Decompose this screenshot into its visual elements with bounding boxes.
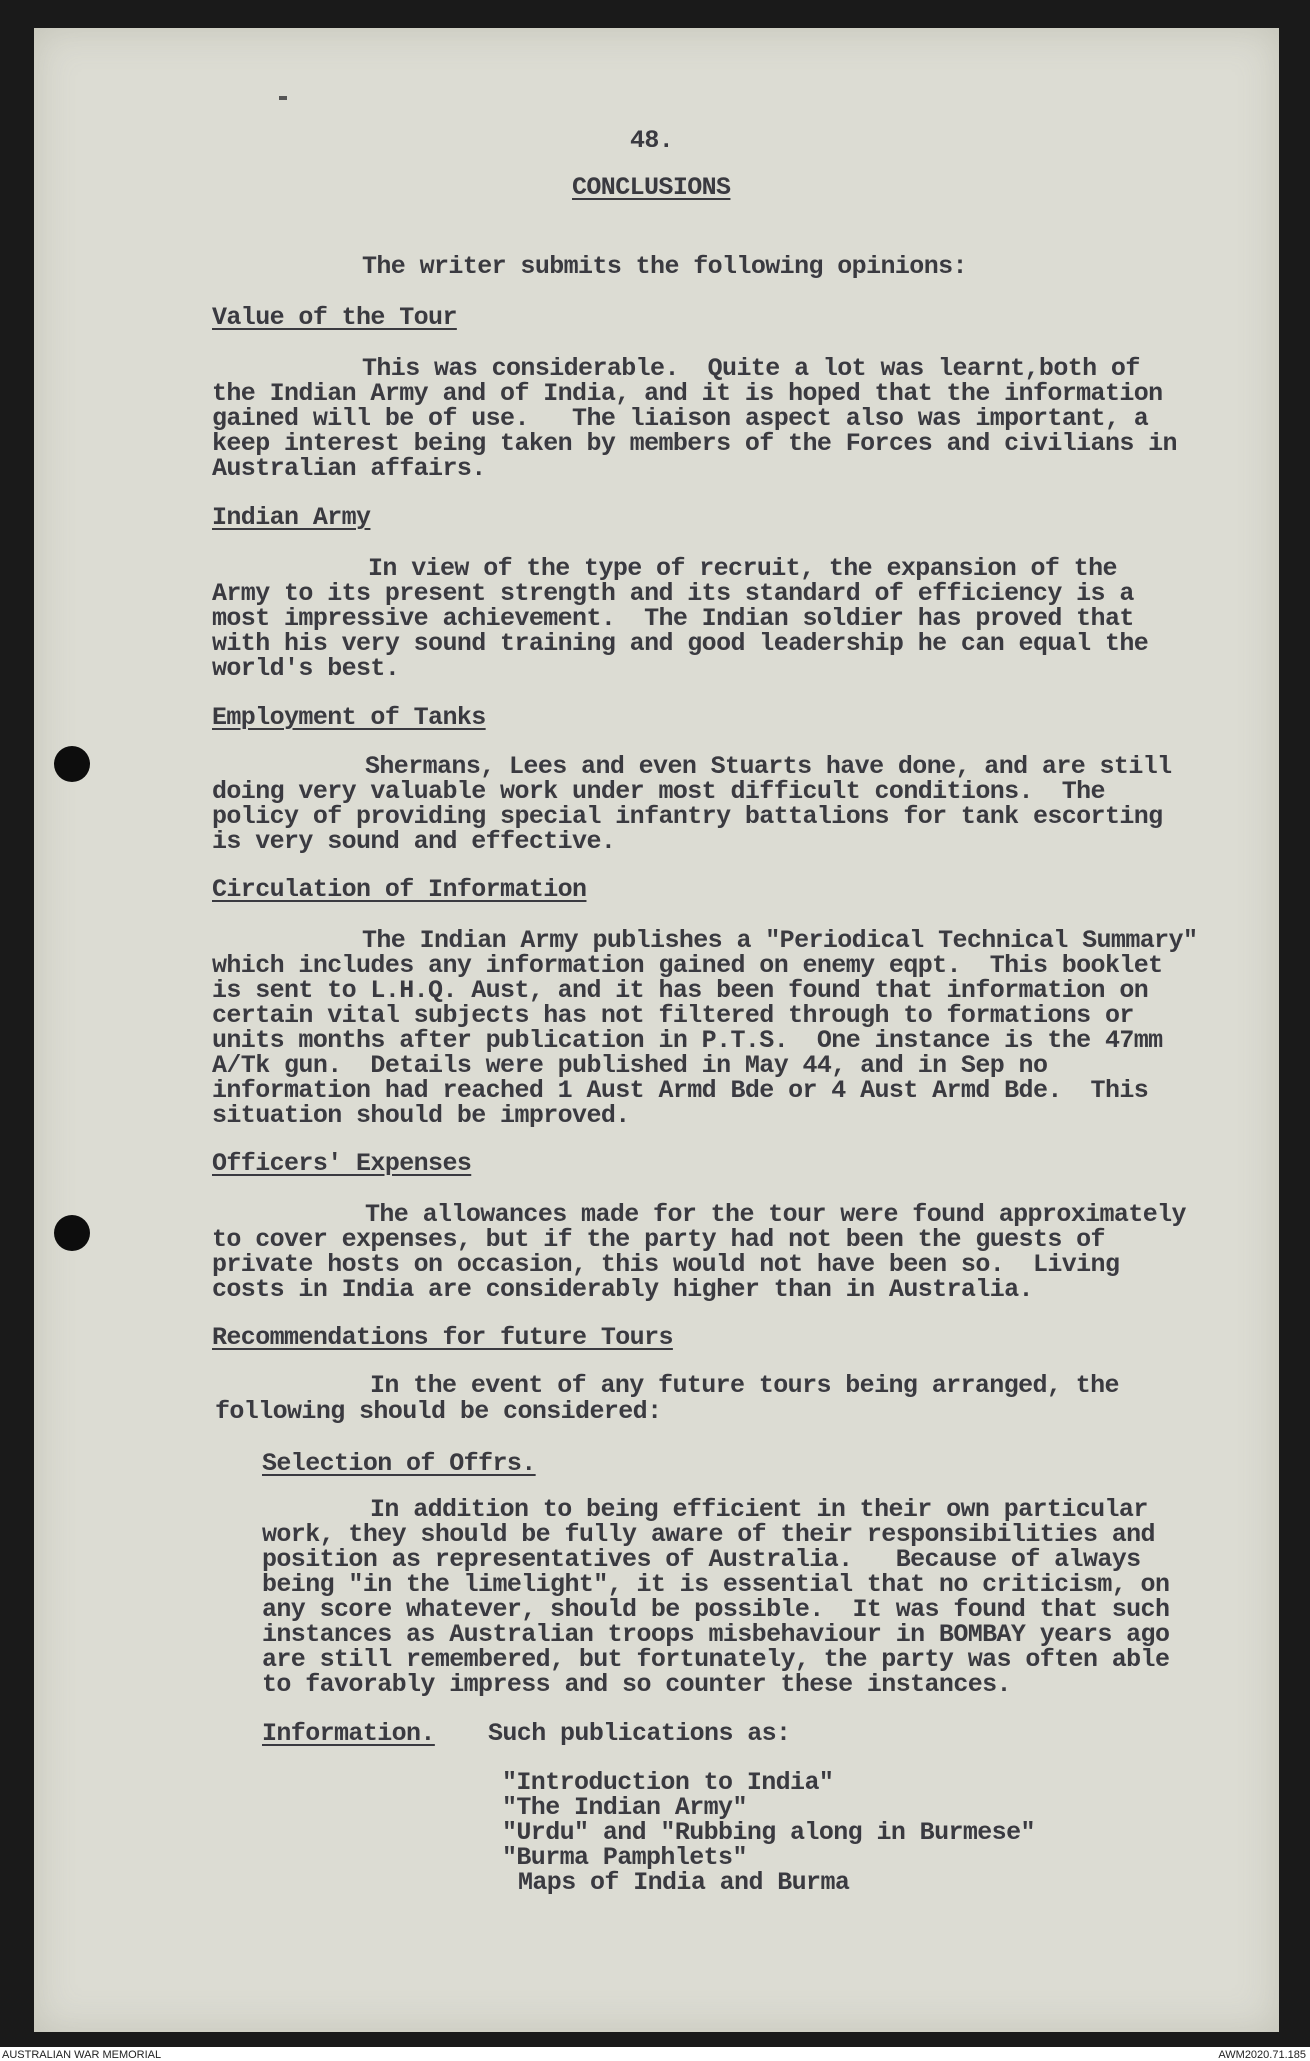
scan-mark bbox=[279, 96, 287, 100]
subsection-heading-selection-of-offrs: Selection of Offrs. bbox=[262, 1449, 536, 1478]
page-title: CONCLUSIONS bbox=[572, 173, 731, 202]
paragraph-line: policy of providing special infantry battalions for tank escorting bbox=[212, 802, 1163, 831]
paragraph-line: which includes any information gained on enemy eqpt. This booklet bbox=[212, 951, 1163, 980]
paragraph-line: certain vital subjects has not filtered through to formations or bbox=[212, 1001, 1134, 1030]
paragraph-line: A/Tk gun. Details were published in May 44, and in Sep no bbox=[212, 1051, 1048, 1080]
paragraph-line: is very sound and effective. bbox=[212, 827, 616, 856]
paragraph-line: most impressive achievement. The Indian soldier has proved that bbox=[212, 604, 1134, 633]
paragraph-line: The allowances made for the tour were found approximately bbox=[365, 1200, 1186, 1229]
paragraph-line: private hosts on occasion, this would not have been so. Living bbox=[212, 1250, 1120, 1279]
paragraph-line: to favorably impress and so counter these instances. bbox=[262, 1670, 1011, 1699]
paragraph-line: instances as Australian troops misbehaviour in BOMBAY years ago bbox=[262, 1620, 1170, 1649]
paragraph-line: being "in the limelight", it is essential that no criticism, on bbox=[262, 1570, 1170, 1599]
paragraph-line: to cover expenses, but if the party had not been the guests of bbox=[212, 1225, 1105, 1254]
footer-accession-number: AWM2020.71.185 bbox=[1218, 2049, 1306, 2061]
paragraph-line: In addition to being efficient in their own particular bbox=[370, 1495, 1148, 1524]
information-lead: Such publications as: bbox=[488, 1719, 791, 1748]
punch-hole-top bbox=[54, 746, 90, 782]
paragraph-line: units months after publication in P.T.S. One instance is the 47mm bbox=[212, 1026, 1163, 1055]
paragraph-line: information had reached 1 Aust Armd Bde or 4 Aust Armd Bde. This bbox=[212, 1076, 1149, 1105]
paragraph-line: This was considerable. Quite a lot was learnt,both of bbox=[362, 354, 1140, 383]
paragraph-line: following should be considered: bbox=[215, 1397, 662, 1426]
paragraph-line: doing very valuable work under most difficult conditions. The bbox=[212, 777, 1105, 806]
paragraph-line: with his very sound training and good leadership he can equal the bbox=[212, 629, 1149, 658]
section-heading-employment-of-tanks: Employment of Tanks bbox=[212, 703, 486, 732]
paragraph-line: gained will be of use. The liaison aspect also was important, a bbox=[212, 404, 1149, 433]
paragraph-line: In view of the type of recruit, the expansion of the bbox=[368, 554, 1117, 583]
section-heading-circulation-of-information: Circulation of Information bbox=[212, 875, 587, 904]
paragraph-line: In the event of any future tours being arranged, the bbox=[370, 1371, 1119, 1400]
paragraph-line: are still remembered, but fortunately, the party was often able bbox=[262, 1645, 1170, 1674]
paragraph-line: the Indian Army and of India, and it is hoped that the information bbox=[212, 379, 1163, 408]
paragraph-line: Shermans, Lees and even Stuarts have done, and are still bbox=[365, 752, 1172, 781]
paragraph-line: is sent to L.H.Q. Aust, and it has been found that information on bbox=[212, 976, 1149, 1005]
paragraph-line: Army to its present strength and its standard of efficiency is a bbox=[212, 579, 1134, 608]
section-heading-value-of-tour: Value of the Tour bbox=[212, 303, 457, 332]
paragraph-line: work, they should be fully aware of their responsibilities and bbox=[262, 1520, 1155, 1549]
publication-list-item: "The Indian Army" bbox=[502, 1793, 747, 1822]
publication-list-item: "Burma Pamphlets" bbox=[502, 1843, 747, 1872]
paragraph-line: The Indian Army publishes a "Periodical Technical Summary" bbox=[362, 926, 1198, 955]
paragraph-line: Australian affairs. bbox=[212, 454, 486, 483]
paragraph-line: situation should be improved. bbox=[212, 1101, 630, 1130]
paragraph-line: position as representatives of Australia. Because of always bbox=[262, 1545, 1141, 1574]
paragraph-line: world's best. bbox=[212, 654, 400, 683]
publication-list-item: "Urdu" and "Rubbing along in Burmese" bbox=[502, 1818, 1035, 1847]
footer-institution: AUSTRALIAN WAR MEMORIAL bbox=[2, 2049, 162, 2061]
section-heading-indian-army: Indian Army bbox=[212, 503, 371, 532]
paragraph-line: keep interest being taken by members of the Forces and civilians in bbox=[212, 429, 1177, 458]
punch-hole-bottom bbox=[54, 1215, 90, 1251]
subsection-heading-information: Information. bbox=[262, 1719, 435, 1748]
page-number: 48. bbox=[630, 126, 674, 155]
publication-list-item: "Introduction to India" bbox=[502, 1768, 834, 1797]
publication-list-item: Maps of India and Burma bbox=[518, 1868, 850, 1897]
section-heading-officers-expenses: Officers' Expenses bbox=[212, 1149, 472, 1178]
paragraph-line: costs in India are considerably higher than in Australia. bbox=[212, 1275, 1033, 1304]
intro-line: The writer submits the following opinions: bbox=[362, 252, 967, 281]
paragraph-line: any score whatever, should be possible. It was found that such bbox=[262, 1595, 1170, 1624]
section-heading-recommendations: Recommendations for future Tours bbox=[212, 1323, 673, 1352]
